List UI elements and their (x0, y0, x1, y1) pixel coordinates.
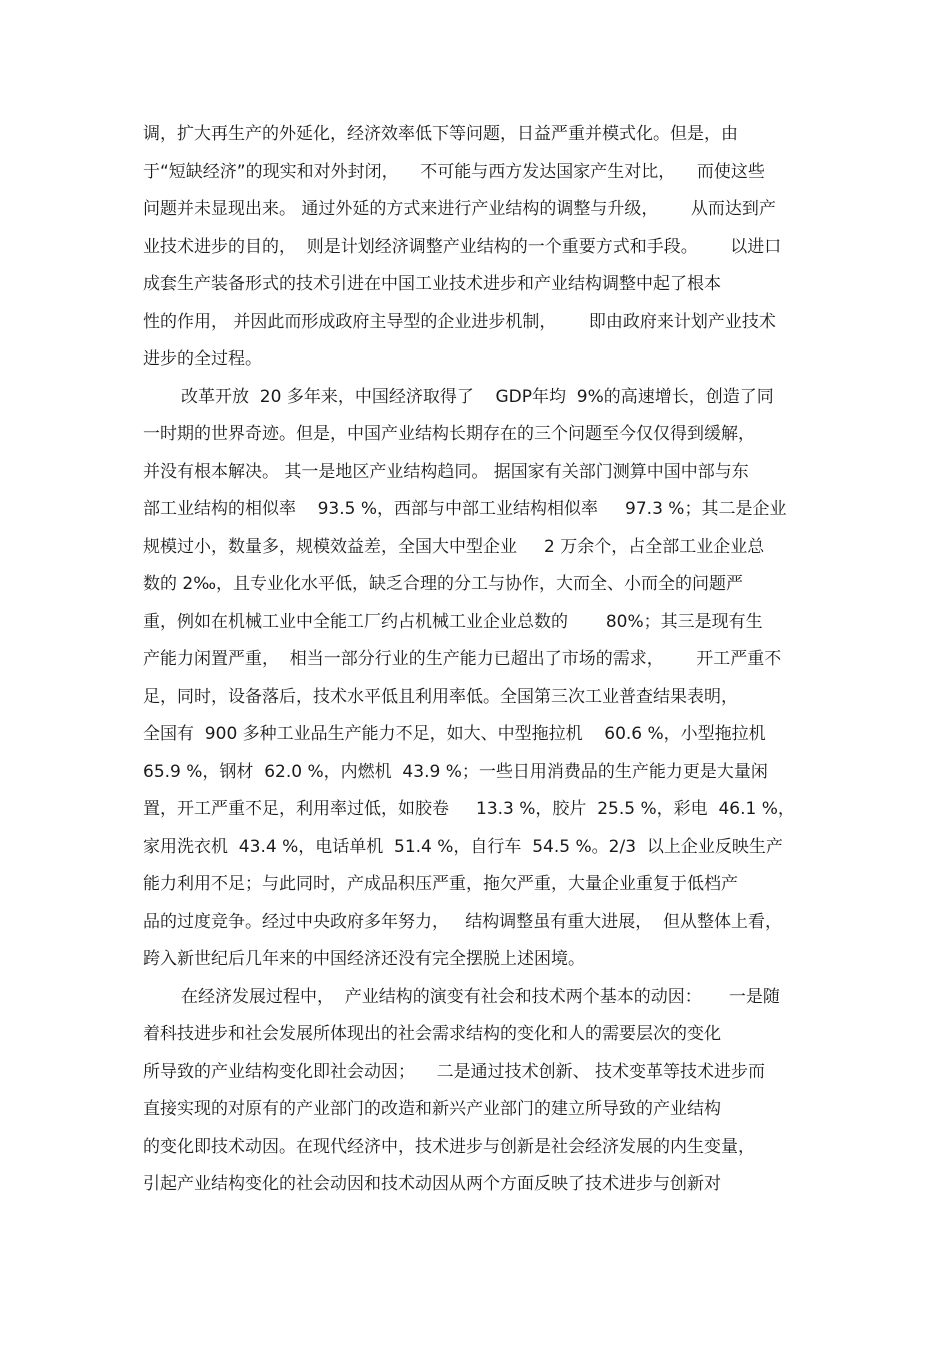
paragraph-3 (143, 979, 808, 1204)
body-text (143, 116, 808, 1204)
text-line: 着科技进步和社会发展所体现出的社会需求结构的变化和人的需要层次的变化 (143, 1024, 721, 1044)
text-line: 的变化即技术动因。在现代经济中，技术进步与创新是社会经济发展的内生变量， (143, 1136, 755, 1157)
text-line: 所导致的产业结构变化即社会动因； 二是通过技术创新、 技术变革等技术进步而 (143, 1061, 766, 1082)
text-line: 重，例如在机械工业中全能工厂约占机械工业企业总数的 80%；其三是现有生 (143, 611, 763, 632)
text-line: 产能力闲置严重， 相当一部分行业的生产能力已超出了市场的需求， 开工严重不 (143, 649, 782, 669)
text-line: 置，开工严重不足，利用率过低，如胶卷 13.3 %，胶片 25.5 %，彩电 46.1 %， (143, 799, 795, 819)
text-line: 性的作用， 并因此而形成政府主导型的企业进步机制， 即由政府来计划产业技术 (143, 311, 776, 332)
text-line: 家用洗衣机 43.4 %，电话单机 51.4 %，自行车 54.5 %。2/3 以上企业反映生产 (143, 836, 783, 857)
text-line: 成套生产装备形式的技术引进在中国工业技术进步和产业结构调整中起了根本 (143, 274, 721, 294)
text-line: 足，同时，设备落后，技术水平低且利用率低。全国第三次工业普查结果表明， (143, 686, 738, 707)
text-line: 全国有 900 多种工业品生产能力不足，如大、中型拖拉机 60.6 %，小型拖拉机 (143, 724, 766, 744)
text-line: 部工业结构的相似率 93.5 %，西部与中部工业结构相似率 97.3 %；其二是企业 (143, 499, 787, 519)
text-line: 数的 2‰，且专业化水平低，缺乏合理的分工与协作，大而全、小而全的问题严 (143, 574, 744, 594)
text-line: 跨入新世纪后几年来的中国经济还没有完全摆脱上述困境。 (143, 949, 585, 969)
text-line: 直接实现的对原有的产业部门的改造和新兴产业部门的建立所导致的产业结构 (143, 1099, 721, 1119)
text-line: 调，扩大再生产的外延化，经济效率低下等问题，日益严重并模式化。但是，由 (143, 124, 738, 144)
text-line: 改革开放 20 多年来，中国经济取得了 GDP年均 9%的高速增长，创造了同 (181, 386, 774, 407)
text-line: 并没有根本解决。 其一是地区产业结构趋同。 据国家有关部门测算中国中部与东 (143, 461, 749, 482)
text-line: 业技术进步的目的， 则是计划经济调整产业结构的一个重要方式和手段。 以进口 (143, 236, 782, 257)
text-line: 品的过度竞争。经过中央政府多年努力， 结构调整虽有重大进展， 但从整体上看， (143, 911, 783, 932)
text-line: 规模过小，数量多，规模效益差，全国大中型企业 2 万余个，占全部工业企业总 (143, 536, 765, 557)
paragraph-1 (143, 116, 808, 379)
text-line: 进步的全过程。 (143, 349, 262, 369)
text-line: 一时期的世界奇迹。但是，中国产业结构长期存在的三个问题至今仅仅得到缓解， (143, 424, 755, 444)
text-line: 问题并未显现出来。 通过外延的方式来进行产业结构的调整与升级， 从而达到产 (143, 199, 776, 219)
paragraph-2 (143, 379, 808, 979)
text-line: 65.9 %，钢材 62.0 %，内燃机 43.9 %；一些日用消费品的生产能力更是大量闲 (143, 761, 768, 782)
text-line: 能力利用不足；与此同时，产成品积压严重，拖欠严重，大量企业重复于低档产 (143, 874, 738, 894)
text-line: 在经济发展过程中， 产业结构的演变有社会和技术两个基本的动因： 一是随 (181, 986, 780, 1007)
text-line: 引起产业结构变化的社会动因和技术动因从两个方面反映了技术进步与创新对 (143, 1174, 721, 1194)
text-line: 于“短缺经济”的现实和对外封闭， 不可能与西方发达国家产生对比， 而使这些 (143, 161, 765, 182)
